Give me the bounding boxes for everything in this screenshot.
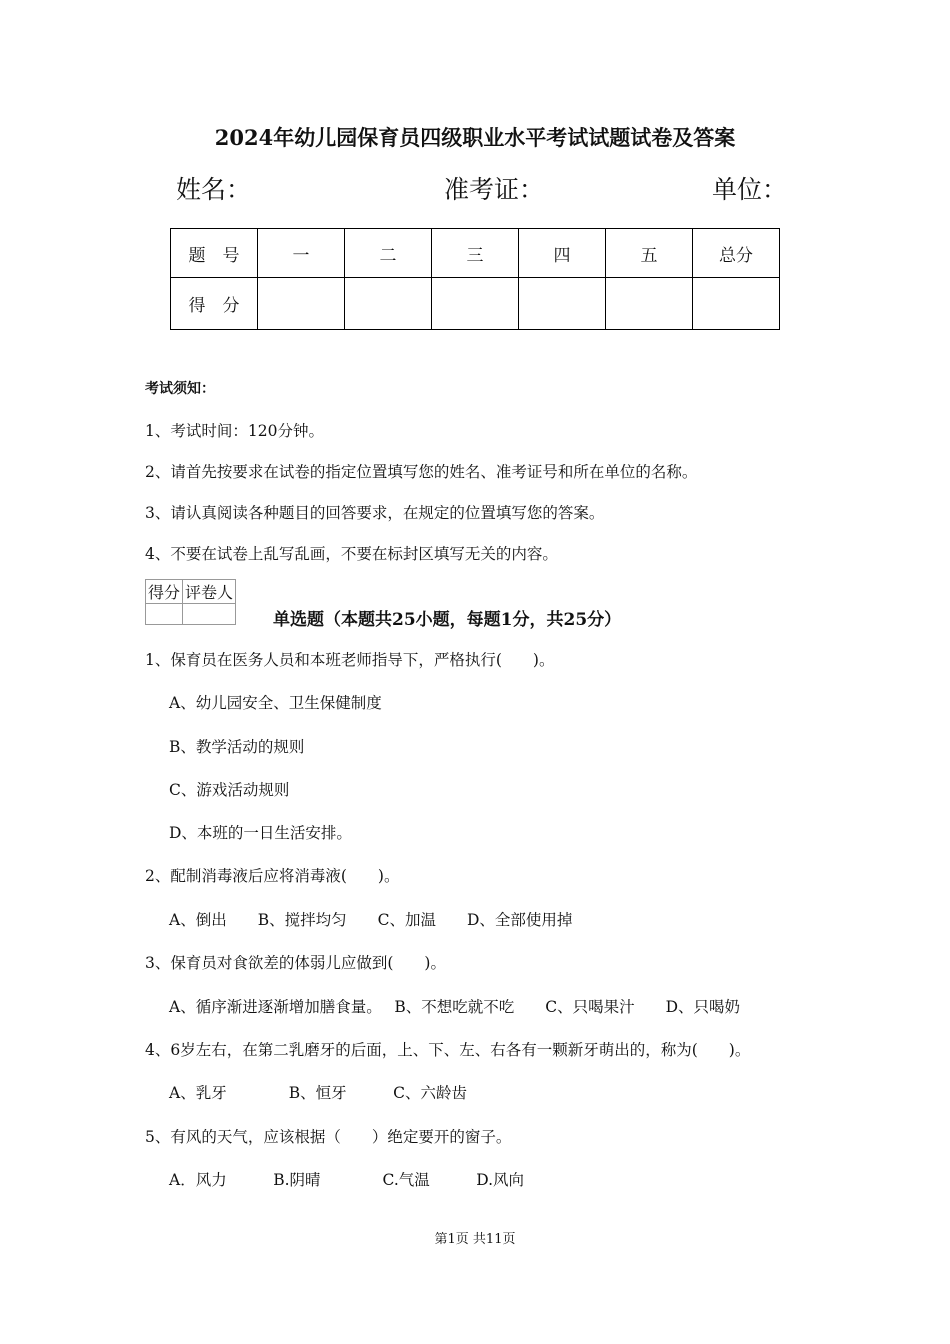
score-row-label: 得 分 — [171, 278, 258, 330]
notice-heading: 考试须知： — [145, 381, 215, 397]
notice-item: 4、不要在试卷上乱写乱画，不要在标封区填写无关的内容。 — [145, 545, 558, 563]
question-4-options: A、乳牙 B、恒牙 C、六龄齿 — [169, 1084, 467, 1102]
notice-item: 1、考试时间：120分钟。 — [145, 422, 324, 440]
name-label: 姓名： — [176, 175, 252, 204]
grader-score-input[interactable] — [146, 604, 183, 625]
score-input-3[interactable] — [432, 278, 519, 330]
question-3-options: A、循序渐进逐渐增加膳食量。 B、不想吃就不吃 C、只喝果汁 D、只喝奶 — [169, 998, 741, 1016]
question-1-option-d: D、本班的一日生活安排。 — [169, 824, 352, 842]
notice-item: 3、请认真阅读各种题目的回答要求，在规定的位置填写您的答案。 — [145, 504, 605, 522]
notice-item: 2、请首先按要求在试卷的指定位置填写您的姓名、准考证号和所在单位的名称。 — [145, 463, 698, 481]
grader-name-label: 评卷人 — [183, 580, 236, 604]
page-footer: 第1页 共11页 — [434, 1232, 516, 1247]
score-cell-2: 二 — [345, 229, 432, 278]
question-2-options: A、倒出 B、搅拌均匀 C、加温 D、全部使用掉 — [169, 911, 573, 929]
score-input-2[interactable] — [345, 278, 432, 330]
question-5-stem: 5、有风的天气，应该根据（ ）绝定要开的窗子。 — [145, 1128, 512, 1146]
score-table — [170, 228, 780, 330]
unit-label: 单位： — [712, 175, 788, 204]
question-5-options: A．风力 B.阴晴 C.气温 D.风向 — [169, 1171, 525, 1189]
document-title: 2024年幼儿园保育员四级职业水平考试试题试卷及答案 — [214, 125, 736, 150]
question-1-option-b: B、教学活动的规则 — [169, 738, 305, 756]
grader-score-label: 得分 — [146, 580, 183, 604]
question-2-stem: 2、配制消毒液后应将消毒液( )。 — [145, 867, 400, 885]
score-input-total[interactable] — [693, 278, 780, 330]
grader-name-input[interactable] — [183, 604, 236, 625]
score-cell-total: 总分 — [693, 229, 780, 278]
question-1-option-c: C、游戏活动规则 — [169, 781, 290, 799]
score-input-4[interactable] — [519, 278, 606, 330]
score-cell-4: 四 — [519, 229, 606, 278]
score-cell-5: 五 — [606, 229, 693, 278]
score-cell-1: 一 — [258, 229, 345, 278]
question-4-stem: 4、6岁左右，在第二乳磨牙的后面，上、下、左、右各有一颗新牙萌出的，称为( )。 — [145, 1041, 751, 1059]
question-3-stem: 3、保育员对食欲差的体弱儿应做到( )。 — [145, 954, 446, 972]
exam-id-label: 准考证： — [444, 175, 545, 204]
score-table-score-row — [171, 278, 780, 330]
score-table-header-row — [171, 229, 780, 278]
question-1-stem: 1、保育员在医务人员和本班老师指导下，严格执行( )。 — [145, 651, 555, 669]
score-cell-label: 题 号 — [171, 229, 258, 278]
section-title: 单选题（本题共25小题，每题1分，共25分） — [273, 610, 622, 630]
question-1-option-a: A、幼儿园安全、卫生保健制度 — [169, 694, 382, 712]
score-input-1[interactable] — [258, 278, 345, 330]
score-input-5[interactable] — [606, 278, 693, 330]
score-cell-3: 三 — [432, 229, 519, 278]
grader-box — [145, 579, 236, 625]
